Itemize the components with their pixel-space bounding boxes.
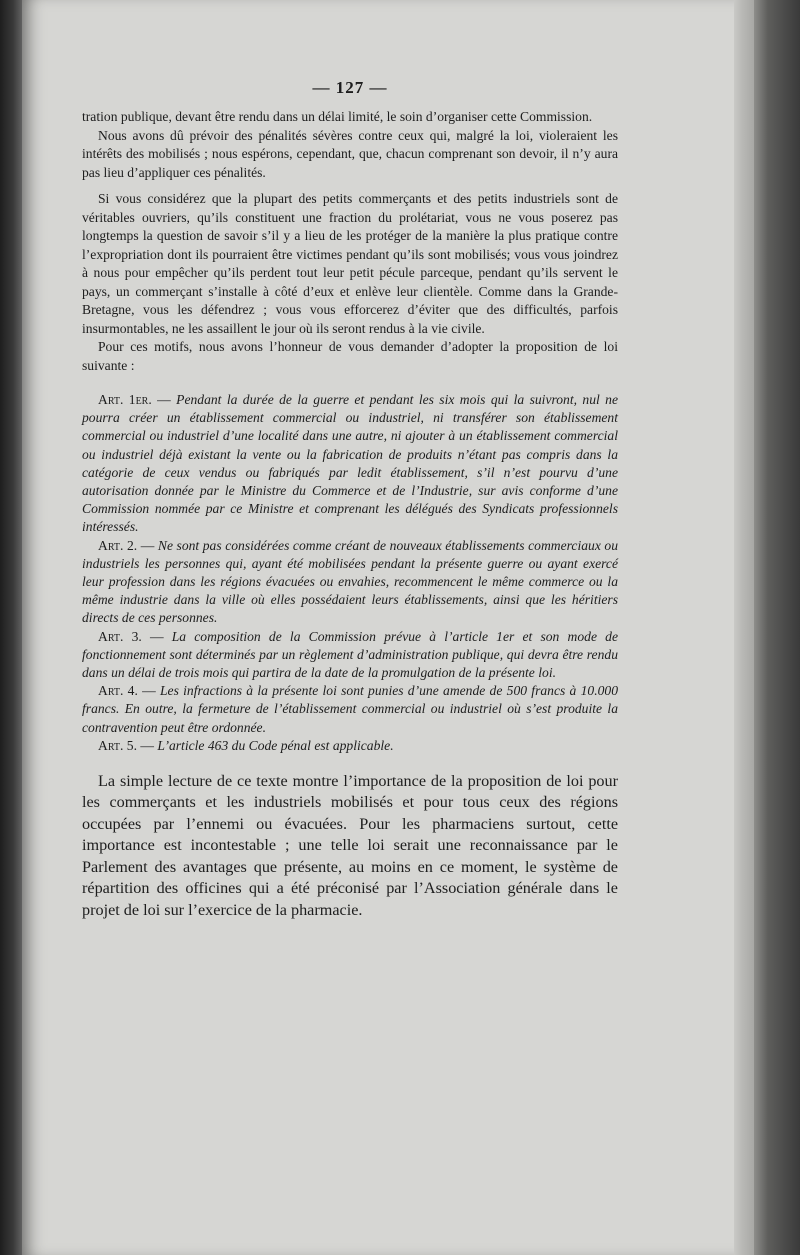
page-stack-shadow [754,0,800,1255]
paragraph-motives: Pour ces motifs, nous avons l’honneur de vous demander d’adopter la proposition de loi suivante : [82,339,618,373]
article-4-label: Art. 4. [98,683,138,699]
article-5-label: Art. 5. [98,737,137,753]
closing-paragraph: La simple lecture de ce texte montre l’importance de la proposition de loi pour les commerçants et les industriels mobilisés et pour tous ceux des régions occupées par l’ennemi ou évacuées. Pour les pharmaciens surtout, cette importance est incontestable ; une telle loi serait une reconnaissance par le Parlement des avantages que présente, au moins en ce moment, le système de répartition des officines qui a été préconisé par l’Association générale dans le projet de loi sur l’exercice de la pharmacie. [82,772,618,919]
paragraph-continuation: tration publique, devant être rendu dans un délai limité, le soin d’organiser cette Commission. [82,109,593,124]
article-2-text: Ne sont pas considérées comme créant de nouveaux établissements commerciaux ou industriels les personnes qui, ayant été mobilisées pendant la présente guerre ou ayant exercé leur profession dans les régions évacuées ou envahies, recommencent le même commerce ou la même industrie dans la ville où elles possédaient leurs établissements, ainsi que les héritiers directs de ces personnes. [82,537,619,626]
article-1-text: Pendant la durée de la guerre et pendant les six mois qui la suivront, nul ne pourra créer un établissement commercial ou industriel, ni transférer son établissement commercial ou industriel d’une localité dans une autre, ni ajouter à un établissement commercial ou industriel déjà existant la vente ou la fabrication de produits n’étant pas compris dans la catégorie de ceux vendus ou fabriqués par ledit établissement, s’il n’est pourvu d’une autorisation donnée par le Ministre du Commerce et de l’Industrie, sur avis conforme d’une Commission nommée par ce Ministre et comprenant les délégués des Syndicats professionnels intéressés. [82,392,619,535]
book-page [22,0,734,1255]
article-3-label: Art. 3. [98,628,142,644]
article-5-text: L’article 463 du Code pénal est applicable. [157,737,394,753]
article-2-label: Art. 2. [98,537,138,553]
article-2: Art. 2. — Ne sont pas considérées comme créant de nouveaux établissements commerciaux ou industriels les personnes qui, ayant été mobilisées pendant la présente guerre ou ayant exercé leur profession dans les régions évacuées ou envahies, recommencent le même commerce ou la même industrie dans la ville où elles possédaient leurs établissements, ainsi que les héritiers directs de ces personnes. [82,537,619,626]
paragraph-penalties: Nous avons dû prévoir des pénalités sévères contre ceux qui, malgré la loi, violeraient les intérêts des mobilisés ; nous espérons, cependant, que, chacun comprenant son devoir, il n’y aura pas lieu d’appliquer ces pénalités. [82,127,618,180]
paragraph-merchants: Si vous considérez que la plupart des petits commerçants et des petits industriels sont de véritables ouvriers, qu’ils constituent une fraction du prolétariat, vous ne vous poserez pas longtemps la question de savoir s’il y a lieu de les protéger de la manière la plus pratique contre l’expropriation dont ils pourraient être victimes pendant qu’ils sont mobilisés; vous vous joindrez à nous pour empêcher qu’ils perdent tout leur petit pécule parceque, pendant qu’ils servent le pays, un commerçant s’installe à côté d’eux et enlève leur clientèle. Comme dans la Grande-Bretagne, vous les défendrez ; vous vous efforcerez d’éviter que des difficultés, parfois insurmontables, ne les assaillent le jour où ils seront rendus à la vie civile. [82,191,618,336]
article-5: Art. 5. — L’article 463 du Code pénal est applicable. [98,737,394,753]
page-number: — 127 — [312,78,388,97]
article-4-text: Les infractions à la présente loi sont punies d’une amende de 500 francs à 10.000 francs. En outre, la fermeture de l’établissement commercial ou industriel où s’est produite la contravention peut être ordonnée. [82,683,618,735]
page-stack-edge [734,0,754,1255]
article-1-label: Art. 1er. [98,392,152,407]
article-1: Art. 1er. — Pendant la durée de la guerre et pendant les six mois qui la suivront, nul ne pourra créer un établissement commercial ou industriel, ni transférer son établissement commercial ou industriel d’une localité dans une autre, ni ajouter à un établissement commercial ou industriel déjà existant la vente ou la fabrication de produits n’étant pas compris dans la catégorie de ceux vendus ou fabriqués par ledit établissement, s’il n’est pourvu d’une autorisation donnée par le Ministre du Commerce et de l’Industrie, sur avis conforme d’une Commission nommée par ce Ministre et comprenant les délégués des Syndicats professionnels intéressés. [82,392,619,535]
article-4: Art. 4. — Les infractions à la présente loi sont punies d’une amende de 500 francs à 10.000 francs. En outre, la fermeture de l’établissement commercial ou industriel où s’est produite la contravention peut être ordonnée. [82,683,618,735]
article-3: Art. 3. — La composition de la Commission prévue à l’article 1er et son mode de fonctionnement sont déterminés par un règlement d’administration publique, qui devra être rendu dans un délai de trois mois qui partira de la date de la promulgation de la présente loi. [82,628,618,681]
page-content [82,72,618,921]
article-3-text: La composition de la Commission prévue à l’article 1er et son mode de fonctionnement sont déterminés par un règlement d’administration publique, qui devra être rendu dans un délai de trois mois qui partira de la date de la promulgation de la présente loi. [82,628,618,681]
book-binding [0,0,24,1255]
